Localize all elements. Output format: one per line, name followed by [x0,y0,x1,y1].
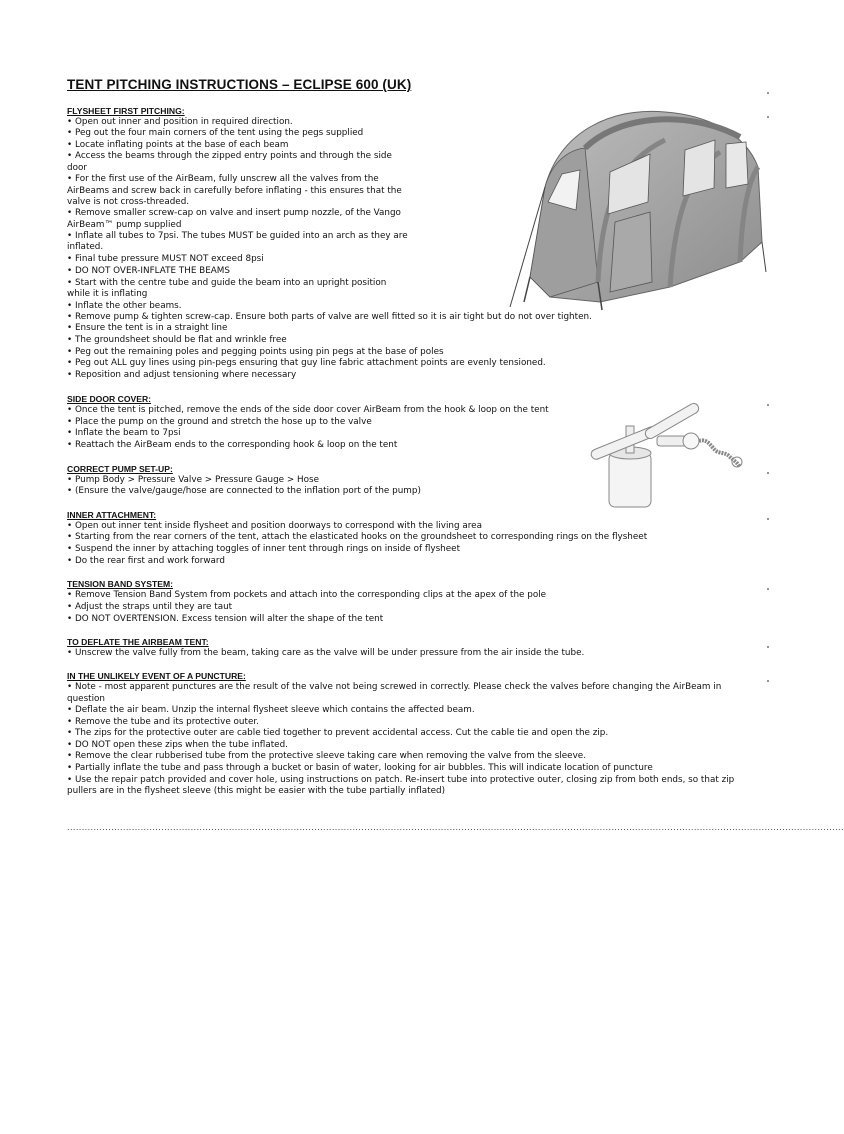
tent-image [490,92,768,314]
flysheet-line: • Inflate the other beams. [67,301,182,311]
flysheet-heading: FLYSHEET FIRST PITCHING: [67,106,185,116]
pump-line: • (Ensure the valve/gauge/hose are connected to the inflation port of the pump) [67,486,421,496]
pump-heading: CORRECT PUMP SET-UP: [67,464,173,474]
flysheet-line: • Remove pump & tighten screw-cap. Ensure both parts of valve are well fitted so it is air tight but do not over tighten. [67,312,592,322]
puncture-line: • Remove the clear rubberised tube from the protective sleeve taking care when removing the valve from the sleeve. [67,751,586,761]
inner-heading: INNER ATTACHMENT: [67,510,157,520]
inner-line: • Do the rear first and work forward [67,556,225,566]
puncture-line: • Remove the tube and its protective outer. [67,717,259,727]
tension-heading: TENSION BAND SYSTEM: [67,579,173,589]
flysheet-line: • Locate inflating points at the base of each beam [67,140,289,150]
margin-mark [767,404,769,406]
flysheet-line: • For the first use of the AirBeam, fully unscrew all the valves from the [67,174,379,184]
side-door-heading: SIDE DOOR COVER: [67,394,152,404]
flysheet-line: • Reposition and adjust tensioning where necessary [67,370,297,380]
flysheet-line: door [67,163,87,173]
puncture-line: • DO NOT open these zips when the tube inflated. [67,740,288,750]
margin-mark [767,518,769,520]
margin-mark [767,646,769,648]
footer-dotted-rule: ........................................................................................................................................................................................................................................................................ [67,823,844,832]
puncture-line: • Use the repair patch provided and cover hole, using instructions on patch. Re-insert tube into protective outer, closing zip from both ends, so that zip [67,775,735,785]
flysheet-line: inflated. [67,242,104,252]
tension-line: • DO NOT OVERTENSION. Excess tension will alter the shape of the tent [67,614,384,624]
flysheet-line: AirBeam™ pump supplied [67,220,182,230]
puncture-line: pullers are in the flysheet sleeve (this might be easier with the tube partially inflated) [67,786,446,796]
flysheet-line: • Ensure the tent is in a straight line [67,323,228,333]
puncture-line: • Deflate the air beam. Unzip the internal flysheet sleeve which contains the affected beam. [67,705,475,715]
flysheet-line: AirBeams and screw back in carefully before inflating - this ensures that the [67,186,402,196]
flysheet-line: • Open out inner and position in required direction. [67,117,293,127]
flysheet-line: • Peg out the four main corners of the tent using the pegs supplied [67,128,364,138]
flysheet-line: • The groundsheet should be flat and wrinkle free [67,335,287,345]
pump-image [587,398,749,508]
flysheet-line: • Peg out ALL guy lines using pin-pegs ensuring that guy line fabric attachment points are evenly tensioned. [67,358,546,368]
flysheet-line: • Remove smaller screw-cap on valve and insert pump nozzle, of the Vango [67,208,401,218]
tension-line: • Remove Tension Band System from pockets and attach into the corresponding clips at the apex of the pole [67,590,547,600]
inner-line: • Suspend the inner by attaching toggles of inner tent through rings on inside of flysheet [67,544,461,554]
inner-line: • Open out inner tent inside flysheet and position doorways to correspond with the living area [67,521,482,531]
inner-line: • Starting from the rear corners of the tent, attach the elasticated hooks on the groundsheet to corresponding rings on the flysheet [67,532,648,542]
page-title: TENT PITCHING INSTRUCTIONS – ECLIPSE 600 (UK) [67,77,412,92]
flysheet-line: valve is not cross-threaded. [67,197,190,207]
side-door-line: • Once the tent is pitched, remove the ends of the side door cover AirBeam from the hook & loop on the tent [67,405,549,415]
puncture-line: • Note - most apparent punctures are the result of the valve not being screwed in correctly. Please check the valves before changing the AirBeam in [67,682,722,692]
flysheet-line: • Start with the centre tube and guide the beam into an upright position [67,278,387,288]
side-door-line: • Reattach the AirBeam ends to the corresponding hook & loop on the tent [67,440,398,450]
side-door-line: • Inflate the beam to 7psi [67,428,181,438]
flysheet-line: • DO NOT OVER-INFLATE THE BEAMS [67,266,230,276]
pump-line: • Pump Body > Pressure Valve > Pressure Gauge > Hose [67,475,320,485]
side-door-line: • Place the pump on the ground and stretch the hose up to the valve [67,417,372,427]
flysheet-line: while it is inflating [67,289,148,299]
puncture-line: question [67,694,106,704]
flysheet-line: • Access the beams through the zipped entry points and through the side [67,151,392,161]
tension-line: • Adjust the straps until they are taut [67,602,233,612]
margin-mark [767,472,769,474]
puncture-line: • Partially inflate the tube and pass through a bucket or basin of water, looking for air bubbles. This will indicate location of puncture [67,763,653,773]
flysheet-line: • Inflate all tubes to 7psi. The tubes MUST be guided into an arch as they are [67,231,408,241]
flysheet-line: • Peg out the remaining poles and pegging points using pin pegs at the base of poles [67,347,444,357]
puncture-heading: IN THE UNLIKELY EVENT OF A PUNCTURE: [67,671,246,681]
puncture-line: • The zips for the protective outer are cable tied together to prevent accidental access. Cut the cable tie and open the zip. [67,728,609,738]
margin-mark [767,680,769,682]
deflate-line: • Unscrew the valve fully from the beam, taking care as the valve will be under pressure from the air inside the tube. [67,648,585,658]
margin-mark [767,588,769,590]
flysheet-line: • Final tube pressure MUST NOT exceed 8psi [67,254,264,264]
deflate-heading: TO DEFLATE THE AIRBEAM TENT: [67,637,209,647]
